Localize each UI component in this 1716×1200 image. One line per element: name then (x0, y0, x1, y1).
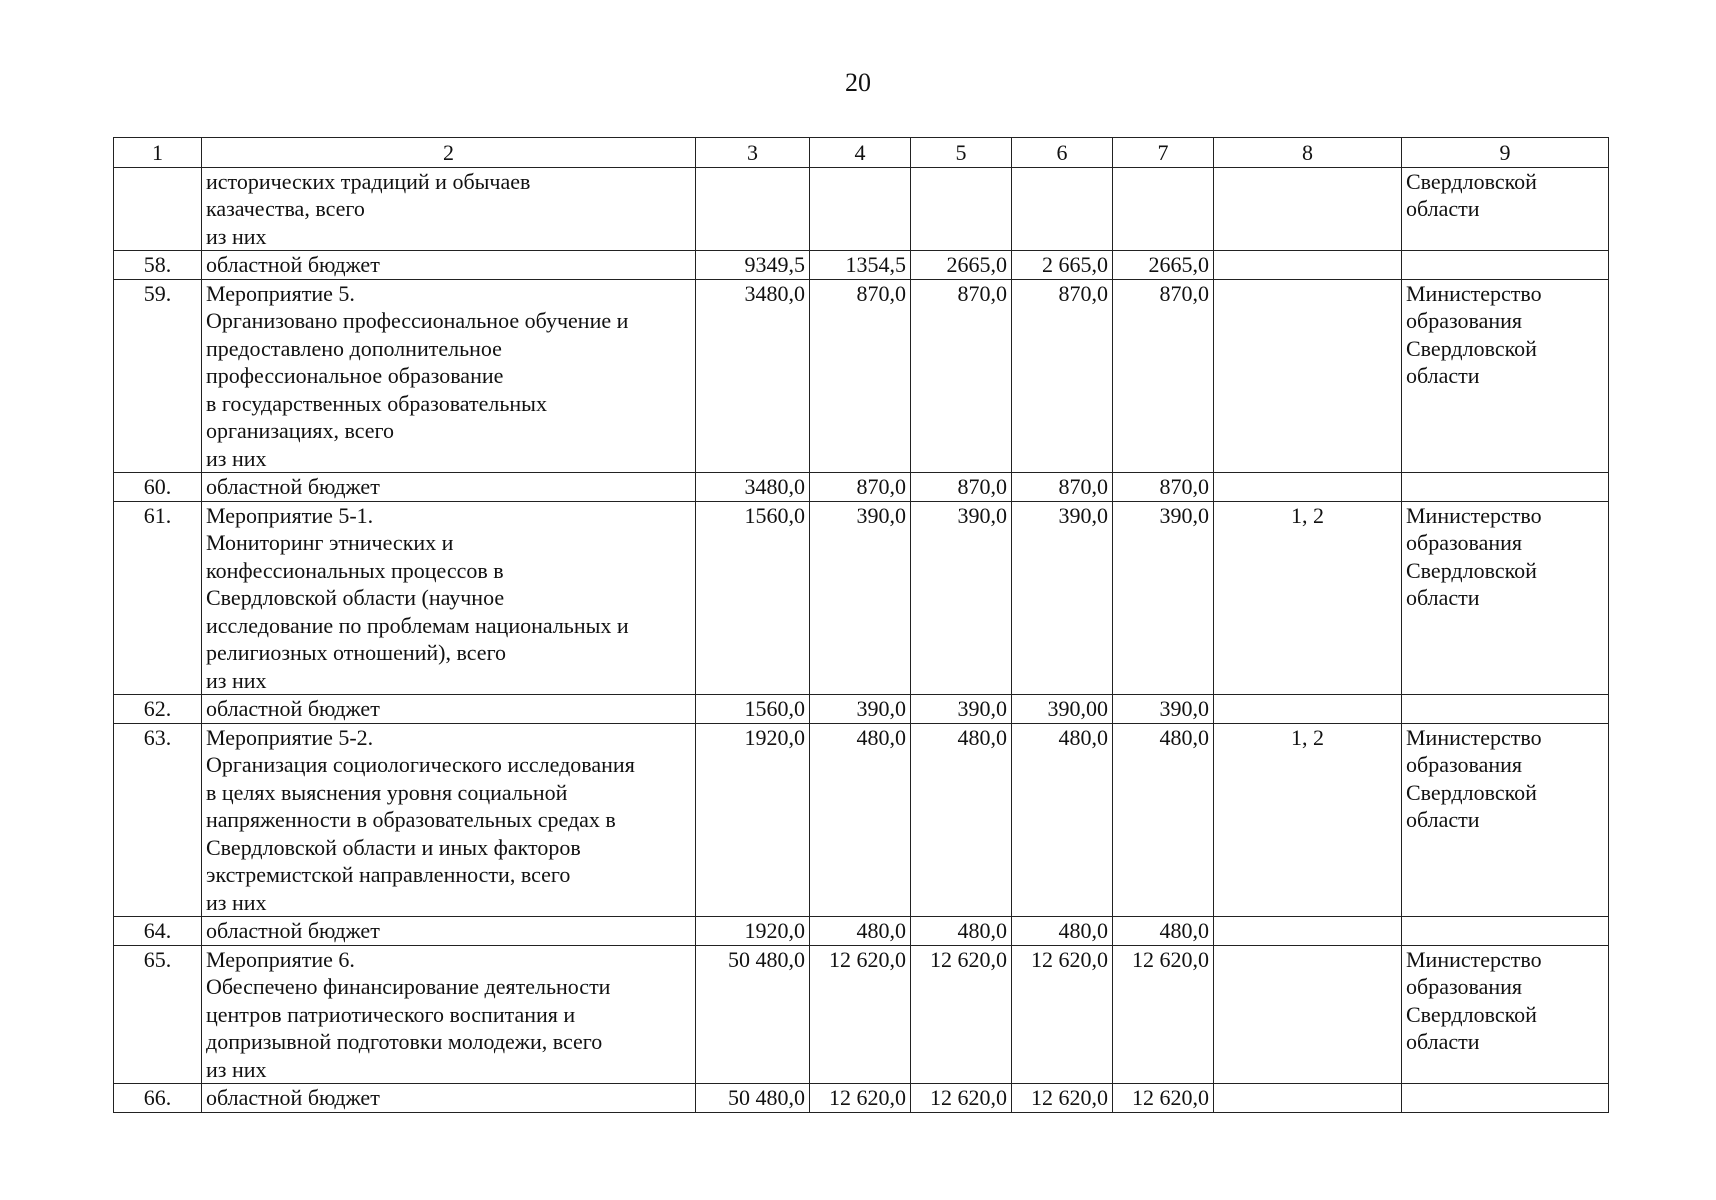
amount-7: 390,0 (1113, 501, 1214, 695)
amount-6: 2 665,0 (1012, 251, 1113, 280)
description-line: из них (206, 889, 267, 915)
table-row (114, 279, 1609, 473)
row-description (202, 917, 696, 946)
description-line: в государственных образовательных (206, 390, 547, 416)
description-line: Мероприятие 5. (206, 280, 355, 306)
row-description (202, 251, 696, 280)
description-line: Мероприятие 5-2. (206, 724, 374, 750)
responsible-line: образования (1406, 974, 1523, 999)
row-description (202, 473, 696, 502)
table-row (114, 917, 1609, 946)
amount-4: 480,0 (810, 917, 911, 946)
description-line: исследование по проблемам национальных и (206, 612, 629, 638)
amount-5: 12 620,0 (911, 945, 1012, 1084)
indicator-ref (1214, 1084, 1402, 1113)
description-line: из них (206, 1056, 267, 1082)
responsible-line: Министерство (1406, 280, 1542, 306)
indicator-ref: 1, 2 (1214, 723, 1402, 917)
description-line: областной бюджет (206, 696, 380, 721)
description-line: исторических традиций и обычаев (206, 168, 531, 194)
amount-4: 390,0 (810, 695, 911, 724)
col-header-4: 4 (810, 138, 911, 168)
amount-3: 50 480,0 (696, 1084, 810, 1113)
col-header-5: 5 (911, 138, 1012, 168)
col-header-7: 7 (1113, 138, 1214, 168)
amount-4: 870,0 (810, 279, 911, 473)
responsible-line: образования (1406, 530, 1523, 555)
amount-7: 12 620,0 (1113, 1084, 1214, 1113)
page-number: 20 (845, 68, 871, 97)
table-row (114, 501, 1609, 695)
description-line: напряженности в образовательных средах в (206, 807, 616, 832)
row-number: 66. (114, 1084, 202, 1113)
description-line: экстремистской направленности, всего (206, 862, 571, 887)
description-line: организациях, всего (206, 418, 394, 443)
amount-7: 870,0 (1113, 279, 1214, 473)
responsible-body (1402, 723, 1609, 917)
description-line: из них (206, 445, 267, 471)
amount-4: 390,0 (810, 501, 911, 695)
amount-3: 1560,0 (696, 695, 810, 724)
table-row (114, 473, 1609, 502)
description-line: Мероприятие 5-1. (206, 502, 374, 528)
amount-5: 870,0 (911, 473, 1012, 502)
description-line: Свердловской области (научное (206, 585, 505, 610)
amount-6: 870,0 (1012, 279, 1113, 473)
responsible-line: области (1406, 363, 1480, 388)
table-row (114, 945, 1609, 1084)
amount-6: 390,0 (1012, 501, 1113, 695)
amount-6: 480,0 (1012, 723, 1113, 917)
row-number: 64. (114, 917, 202, 946)
amount-7: 480,0 (1113, 723, 1214, 917)
responsible-body (1402, 167, 1609, 251)
description-line: предоставлено дополнительное (206, 335, 502, 361)
description-line: Организовано профессиональное обучение и (206, 308, 629, 333)
responsible-line: Министерство (1406, 724, 1542, 750)
amount-6 (1012, 167, 1113, 251)
amount-6: 12 620,0 (1012, 945, 1113, 1084)
description-line: Мониторинг этнических и (206, 530, 454, 555)
table-row (114, 723, 1609, 917)
responsible-line: Министерство (1406, 502, 1542, 528)
description-line: в целях выяснения уровня социальной (206, 779, 568, 805)
indicator-ref (1214, 917, 1402, 946)
responsible-body (1402, 1084, 1609, 1113)
responsible-line: Свердловской (1406, 557, 1537, 583)
responsible-line: Министерство (1406, 946, 1542, 972)
amount-7: 390,0 (1113, 695, 1214, 724)
indicator-ref (1214, 167, 1402, 251)
responsible-line: Свердловской (1406, 779, 1537, 805)
responsible-body (1402, 251, 1609, 280)
row-number: 59. (114, 279, 202, 473)
indicator-ref (1214, 473, 1402, 502)
amount-6: 390,00 (1012, 695, 1113, 724)
col-header-9: 9 (1402, 138, 1609, 168)
description-line: областной бюджет (206, 474, 380, 499)
budget-table (113, 137, 1609, 1113)
description-line: допризывной подготовки молодежи, всего (206, 1029, 603, 1054)
description-line: Мероприятие 6. (206, 946, 355, 972)
row-description (202, 1084, 696, 1113)
description-line: центров патриотического воспитания и (206, 1001, 576, 1027)
amount-5: 390,0 (911, 501, 1012, 695)
description-line: областной бюджет (206, 252, 380, 277)
amount-3: 1920,0 (696, 723, 810, 917)
amount-3: 1920,0 (696, 917, 810, 946)
amount-4: 1354,5 (810, 251, 911, 280)
description-line: Свердловской области и иных факторов (206, 834, 581, 860)
table-row (114, 251, 1609, 280)
amount-4: 12 620,0 (810, 945, 911, 1084)
col-header-8: 8 (1214, 138, 1402, 168)
row-description (202, 501, 696, 695)
row-description (202, 723, 696, 917)
amount-5 (911, 167, 1012, 251)
amount-7: 480,0 (1113, 917, 1214, 946)
amount-5: 480,0 (911, 723, 1012, 917)
responsible-body (1402, 501, 1609, 695)
amount-5: 12 620,0 (911, 1084, 1012, 1113)
responsible-line: области (1406, 807, 1480, 832)
amount-6: 480,0 (1012, 917, 1113, 946)
table-row (114, 695, 1609, 724)
row-number: 63. (114, 723, 202, 917)
responsible-body (1402, 473, 1609, 502)
amount-4: 480,0 (810, 723, 911, 917)
description-line: областной бюджет (206, 1085, 380, 1110)
description-line: казачества, всего (206, 196, 365, 221)
table-row (114, 1084, 1609, 1113)
amount-7: 12 620,0 (1113, 945, 1214, 1084)
amount-6: 870,0 (1012, 473, 1113, 502)
amount-3: 9349,5 (696, 251, 810, 280)
row-number: 61. (114, 501, 202, 695)
amount-7 (1113, 167, 1214, 251)
indicator-ref (1214, 945, 1402, 1084)
responsible-line: Свердловской (1406, 335, 1537, 361)
table-row (114, 167, 1609, 251)
col-header-2: 2 (202, 138, 696, 168)
amount-6: 12 620,0 (1012, 1084, 1113, 1113)
row-number (114, 167, 202, 251)
amount-7: 870,0 (1113, 473, 1214, 502)
amount-7: 2665,0 (1113, 251, 1214, 280)
indicator-ref (1214, 251, 1402, 280)
col-header-3: 3 (696, 138, 810, 168)
row-description (202, 279, 696, 473)
description-line: из них (206, 223, 267, 249)
amount-5: 2665,0 (911, 251, 1012, 280)
description-line: конфессиональных процессов в (206, 557, 504, 583)
description-line: областной бюджет (206, 918, 380, 943)
indicator-ref (1214, 695, 1402, 724)
description-line: профессиональное образование (206, 363, 504, 388)
amount-3 (696, 167, 810, 251)
row-number: 60. (114, 473, 202, 502)
amount-3: 3480,0 (696, 279, 810, 473)
responsible-line: Свердловской (1406, 1001, 1537, 1027)
row-description (202, 945, 696, 1084)
responsible-body (1402, 695, 1609, 724)
description-line: Организация социологического исследования (206, 752, 635, 777)
description-line: Обеспечено финансирование деятельности (206, 974, 611, 999)
indicator-ref: 1, 2 (1214, 501, 1402, 695)
table-body (114, 167, 1609, 1112)
amount-5: 390,0 (911, 695, 1012, 724)
row-description (202, 167, 696, 251)
responsible-body (1402, 917, 1609, 946)
responsible-body (1402, 945, 1609, 1084)
col-header-1: 1 (114, 138, 202, 168)
amount-4: 12 620,0 (810, 1084, 911, 1113)
amount-5: 480,0 (911, 917, 1012, 946)
amount-3: 1560,0 (696, 501, 810, 695)
responsible-line: образования (1406, 308, 1523, 333)
responsible-line: области (1406, 585, 1480, 610)
amount-5: 870,0 (911, 279, 1012, 473)
amount-4: 870,0 (810, 473, 911, 502)
row-number: 62. (114, 695, 202, 724)
description-line: религиозных отношений), всего (206, 640, 507, 665)
row-description (202, 695, 696, 724)
header-row (114, 138, 1609, 168)
row-number: 58. (114, 251, 202, 280)
responsible-line: Свердловской (1406, 168, 1537, 194)
responsible-body (1402, 279, 1609, 473)
amount-3: 3480,0 (696, 473, 810, 502)
responsible-line: области (1406, 1029, 1480, 1054)
col-header-6: 6 (1012, 138, 1113, 168)
responsible-line: области (1406, 196, 1480, 221)
row-number: 65. (114, 945, 202, 1084)
amount-3: 50 480,0 (696, 945, 810, 1084)
amount-4 (810, 167, 911, 251)
indicator-ref (1214, 279, 1402, 473)
responsible-line: образования (1406, 752, 1523, 777)
description-line: из них (206, 667, 267, 693)
